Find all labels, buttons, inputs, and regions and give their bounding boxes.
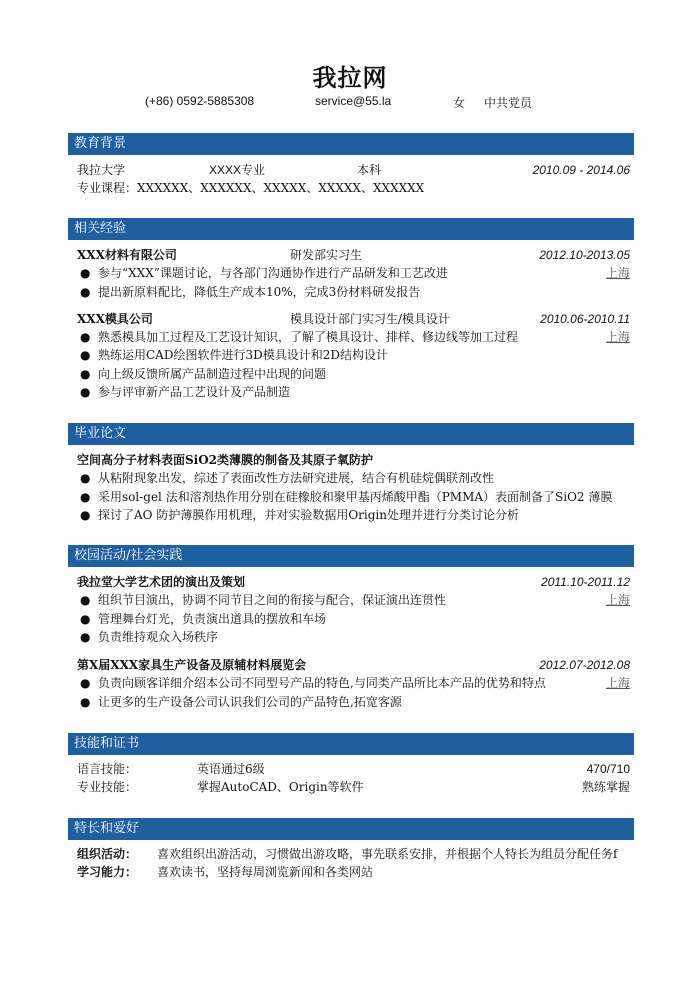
list-item: ● 参与评审新产品工艺设计及产品制造 (80, 385, 291, 399)
skill-label: 语言技能： (77, 762, 138, 776)
job-role: 模具设计部门实习生/模具设计 (290, 312, 451, 326)
gender: 女 (453, 96, 466, 110)
bullet-icon: ● (80, 612, 91, 626)
section-title-hobbies: 特长和爱好 (68, 818, 634, 840)
major: XXXX专业 (209, 163, 266, 177)
job-date: 2010.06-2010.11 (540, 312, 630, 326)
email-address: service@55.la (315, 94, 392, 108)
resume-name: 我拉网 (312, 63, 388, 92)
bullet-icon: ● (80, 367, 91, 381)
bullet-icon: ● (80, 676, 91, 690)
bullet-icon: ● (80, 385, 91, 399)
skill-label: 专业技能： (77, 780, 138, 794)
list-item: ● 组织节目演出，协调不同节目之间的衔接与配合，保证演出连贯性 上海 (80, 593, 630, 607)
section-title-experience: 相关经验 (68, 218, 634, 240)
bullet-icon: ● (80, 593, 91, 607)
section-title-campus: 校园活动/社会实践 (68, 545, 634, 567)
activity-date: 2011.10-2011.12 (541, 575, 630, 589)
phone-number: (+86) 0592-5885308 (145, 94, 255, 108)
section-title-thesis: 毕业论文 (68, 423, 634, 445)
bullet-icon: ● (80, 471, 91, 485)
education-row (77, 161, 630, 179)
bullet-icon: ● (80, 266, 91, 280)
job-date: 2012.10-2013.05 (539, 248, 630, 262)
hobby-row (77, 863, 630, 881)
skill-row (77, 760, 630, 778)
list-item: ● 负责维持观众入场秩序 (80, 630, 219, 644)
activity-header (77, 573, 630, 591)
thesis-topic-row (77, 451, 630, 469)
bullet-icon: ● (80, 508, 91, 522)
section-title-skills: 技能和证书 (68, 733, 634, 755)
activity-location: 上海 (605, 593, 630, 607)
activity-name: 第X届XXX家具生产设备及原辅材料展览会 (77, 658, 307, 672)
job-header (77, 246, 630, 264)
list-item: ● 管理舞台灯光，负责演出道具的摆放和车场 (80, 612, 327, 626)
list-item: ● 让更多的生产设备公司认识我们公司的产品特色,拓宽客源 (80, 695, 402, 709)
hobby-label: 学习能力： (77, 865, 138, 879)
job-location: 上海 (605, 330, 630, 344)
skill-value: 掌握AutoCAD、Origin等软件 (197, 780, 364, 794)
political-status: 中共党员 (484, 96, 533, 110)
thesis-topic: 空间高分子材料表面SiO2类薄膜的制备及其原子氧防护 (77, 453, 374, 467)
list-item: ● 参与“XXX”课题讨论，与各部门沟通协作进行产品研发和工艺改进 上海 (80, 266, 630, 280)
job-header (77, 310, 630, 328)
hobby-value: 喜欢组织出游活动，习惯做出游攻略，事先联系安排，并根据个人特长为组员分配任务f (157, 847, 618, 861)
bullet-icon: ● (80, 348, 91, 362)
company-name: XXX材料有限公司 (77, 248, 177, 262)
skill-level: 熟练掌握 (581, 780, 630, 794)
education-date: 2010.09 - 2014.06 (532, 163, 630, 177)
activity-date: 2012.07-2012.08 (539, 658, 630, 672)
list-item: ● 提出新原料配比，降低生产成本10%，完成3份材料研发报告 (80, 285, 421, 299)
job-role: 研发部实习生 (290, 248, 363, 262)
hobby-value: 喜欢读书，坚持每周浏览新闻和各类网站 (157, 865, 374, 879)
bullet-icon: ● (80, 285, 91, 299)
activity-name: 我拉堂大学艺术团的演出及策划 (77, 575, 246, 589)
hobby-row (77, 845, 630, 863)
company-name: XXX模具公司 (77, 312, 153, 326)
courses-row (77, 179, 630, 197)
list-item: ● 向上级反馈所属产品制造过程中出现的问题 (80, 367, 327, 381)
bullet-icon: ● (80, 630, 91, 644)
list-item: ● 负责向顾客详细介绍本公司不同型号产品的特色,与同类产品所比本产品的优势和特点 上海 (80, 676, 630, 690)
skill-row (77, 778, 630, 796)
hobby-label: 组织活动： (77, 847, 138, 861)
school-name: 我拉大学 (77, 163, 126, 177)
job-location: 上海 (605, 266, 630, 280)
activity-header (77, 656, 630, 674)
list-item: ● 从粘附现象出发，综述了表面改性方法研究进展，结合有机硅烷偶联剂改性 (80, 471, 495, 485)
activity-location: 上海 (605, 676, 630, 690)
courses: 专业课程：XXXXXX、XXXXXX、XXXXX、XXXXX、XXXXXX (77, 181, 425, 195)
degree: 本科 (357, 163, 382, 177)
list-item: ● 熟练运用CAD绘图软件进行3D模具设计和2D结构设计 (80, 348, 388, 362)
list-item: ● 采用sol-gel 法和溶剂热作用分别在硅橡胶和聚甲基丙烯酸甲酯（PMMA）表面制备了SiO2 薄膜 (80, 490, 613, 504)
list-item: ● 探讨了AO 防护薄膜作用机理，并对实验数据用Origin处理并进行分类讨论分析 (80, 508, 519, 522)
bullet-icon: ● (80, 695, 91, 709)
bullet-icon: ● (80, 490, 91, 504)
skill-level: 470/710 (586, 762, 630, 776)
section-title-education: 教育背景 (68, 133, 634, 155)
bullet-icon: ● (80, 330, 91, 344)
skill-value: 英语通过6级 (197, 762, 265, 776)
list-item: ● 熟悉模具加工过程及工艺设计知识，了解了模具设计、排样、修边线等加工过程 上海 (80, 330, 630, 344)
